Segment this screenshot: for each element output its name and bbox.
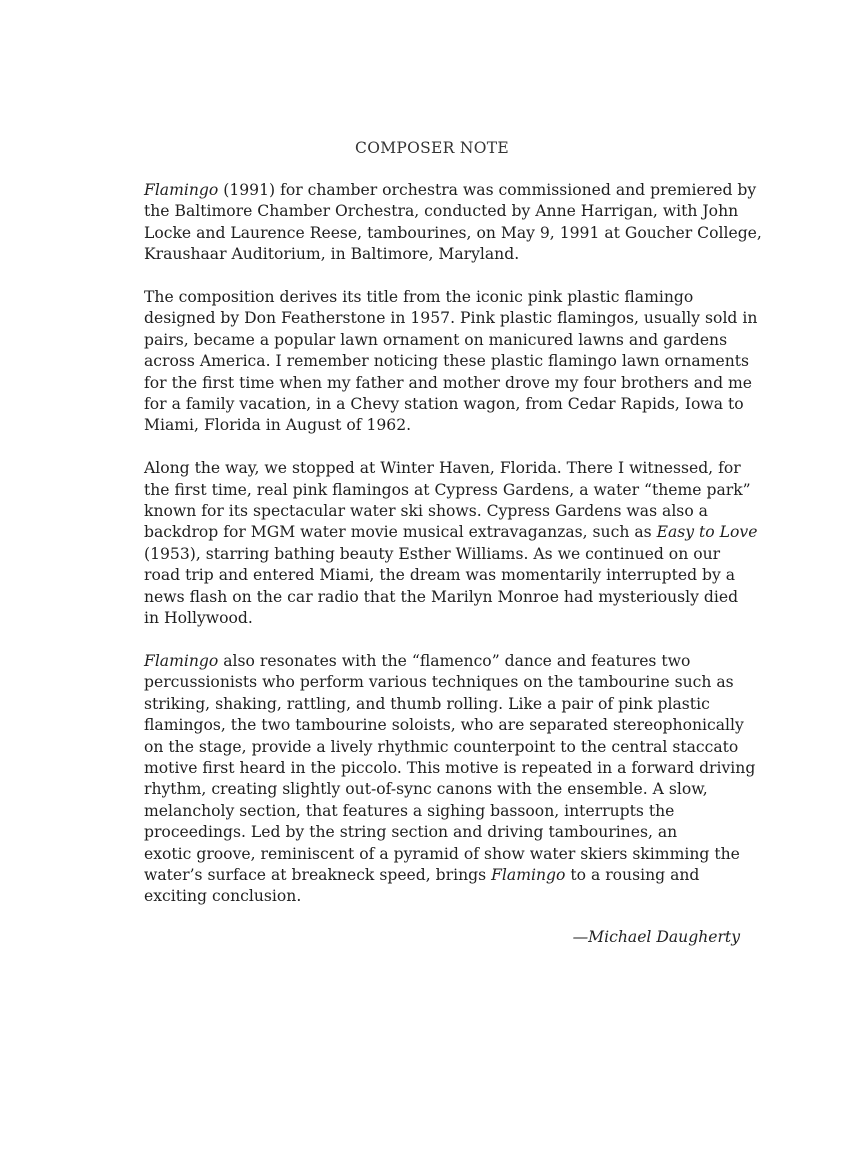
text-line [144, 223, 762, 244]
italic-title: Flamingo [144, 651, 219, 670]
text-run: backdrop for MGM water movie musical extravaganzas, such as [144, 523, 657, 542]
text-line [144, 651, 734, 672]
text-line [144, 694, 734, 715]
text-line [144, 180, 757, 201]
text-line [144, 672, 734, 693]
text-run: Kraushaar Auditorium, in Baltimore, Maryland. [144, 245, 520, 264]
composer-note-body [144, 180, 762, 929]
paragraph-4 [144, 651, 756, 908]
text-line [144, 886, 734, 907]
text-run: flamingos, the two tambourine soloists, who are separated stereophonically [144, 716, 744, 735]
text-line [144, 865, 734, 886]
signature: —Michael Daugherty [572, 928, 740, 946]
text-run: in Hollywood. [144, 609, 253, 628]
text-line [144, 287, 734, 308]
text-line [144, 844, 740, 865]
paragraph-2 [144, 287, 758, 437]
text-run: news flash on the car radio that the Marilyn Monroe had mysteriously died [144, 587, 739, 606]
text-run: also resonates with the “flamenco” dance and features two [218, 651, 691, 670]
italic-title: Flamingo [144, 181, 219, 199]
text-line [144, 544, 734, 565]
italic-title: Flamingo [491, 865, 566, 884]
text-line [144, 522, 758, 543]
text-run: percussionists who perform various techniques on the tambourine such as [144, 673, 734, 692]
text-run: road trip and entered Miami, the dream was momentarily interrupted by a [144, 566, 736, 585]
text-line [144, 608, 734, 629]
text-run: exotic groove, reminiscent of a pyramid of show water skiers skimming the [144, 844, 740, 863]
text-line [144, 330, 734, 351]
text-run: (1991) for chamber orchestra was commissioned and premiered by [218, 181, 757, 199]
text-line [144, 737, 739, 758]
text-line [144, 458, 741, 479]
text-run: water’s surface at breakneck speed, brings [144, 865, 492, 884]
text-line [144, 801, 734, 822]
text-run: pairs, became a popular lawn ornament on manicured lawns and gardens [144, 330, 728, 349]
text-line [144, 822, 734, 843]
text-line [144, 394, 744, 415]
text-line [144, 480, 751, 501]
text-run: Locke and Laurence Reese, tambourines, on May 9, 1991 at Goucher College, [144, 223, 762, 242]
text-run: for the first time when my father and mother drove my four brothers and me [144, 373, 753, 392]
text-run: on the stage, provide a lively rhythmic counterpoint to the central staccato [144, 737, 739, 756]
text-run: known for its spectacular water ski shows. Cypress Gardens was also a [144, 502, 708, 521]
text-run: (1953), starring bathing beauty Esther Williams. As we continued on our [144, 544, 721, 563]
text-run: to a rousing and [565, 865, 700, 884]
text-line [144, 758, 756, 779]
text-run: striking, shaking, rattling, and thumb rolling. Like a pair of pink plastic [144, 694, 710, 713]
text-run: The composition derives its title from the iconic pink plastic flamingo [144, 288, 694, 307]
text-run: for a family vacation, in a Chevy station wagon, from Cedar Rapids, Iowa to [144, 395, 744, 414]
paragraph-1 [144, 180, 762, 266]
text-run: across America. I remember noticing these plastic flamingo lawn ornaments [144, 352, 750, 371]
text-run: exciting conclusion. [144, 887, 302, 906]
text-run: Along the way, we stopped at Winter Haven, Florida. There I witnessed, for [144, 459, 741, 478]
text-run: Miami, Florida in August of 1962. [144, 416, 412, 435]
text-run: the Baltimore Chamber Orchestra, conducted by Anne Harrigan, with John [144, 202, 739, 221]
text-line [144, 587, 739, 608]
text-run: motive first heard in the piccolo. This motive is repeated in a forward driving [144, 758, 756, 777]
text-line [144, 565, 734, 586]
text-run: proceedings. Led by the string section and driving tambourines, an [144, 823, 678, 842]
text-run: melancholy section, that features a sighing bassoon, interrupts the [144, 801, 675, 820]
text-line [144, 244, 734, 265]
text-line [144, 779, 734, 800]
paragraph-3 [144, 458, 758, 629]
text-line [144, 201, 739, 222]
text-line [144, 351, 750, 372]
text-line [144, 308, 758, 329]
page-title: COMPOSER NOTE [355, 139, 509, 157]
text-line [144, 415, 734, 436]
text-line [144, 715, 744, 736]
italic-title: Easy to Love [656, 523, 758, 542]
text-line [144, 501, 734, 522]
text-line [144, 373, 753, 394]
text-run: designed by Don Featherstone in 1957. Pink plastic flamingos, usually sold in [144, 309, 758, 328]
text-run: rhythm, creating slightly out-of-sync canons with the ensemble. A slow, [144, 780, 708, 799]
text-run: the first time, real pink flamingos at Cypress Gardens, a water “theme park” [144, 480, 751, 499]
